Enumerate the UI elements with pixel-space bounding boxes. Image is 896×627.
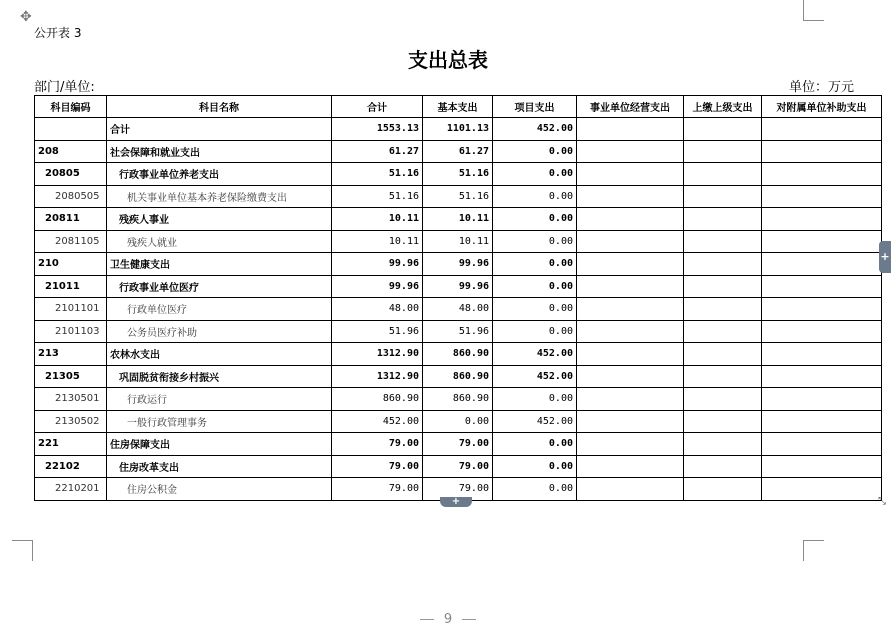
plus-icon[interactable]: +	[879, 241, 891, 273]
table-row	[35, 343, 882, 366]
cell-project: 0.00	[493, 140, 577, 163]
cell-project: 0.00	[493, 208, 577, 231]
col-header-name: 科目名称	[107, 96, 332, 118]
cell-project: 452.00	[493, 410, 577, 433]
cell-code: 2101103	[35, 320, 107, 343]
cell-remit	[684, 185, 762, 208]
cell-basic: 51.16	[423, 163, 493, 186]
table-row	[35, 365, 882, 388]
cell-code: 21305	[35, 365, 107, 388]
cell-total: 1312.90	[332, 343, 423, 366]
table-row	[35, 275, 882, 298]
cell-total: 860.90	[332, 388, 423, 411]
cell-total: 51.16	[332, 163, 423, 186]
crop-mark-bottom-right	[803, 540, 824, 561]
crop-mark-bottom-left	[12, 540, 33, 561]
cell-business	[577, 253, 684, 276]
cell-project: 0.00	[493, 230, 577, 253]
cell-basic: 10.11	[423, 208, 493, 231]
cell-basic: 99.96	[423, 253, 493, 276]
cell-code: 20811	[35, 208, 107, 231]
cell-name: 农林水支出	[107, 343, 332, 366]
cell-project: 0.00	[493, 163, 577, 186]
cell-project: 0.00	[493, 388, 577, 411]
cell-subsidy	[762, 343, 882, 366]
cell-remit	[684, 320, 762, 343]
table-row	[35, 230, 882, 253]
cell-total: 79.00	[332, 455, 423, 478]
cell-remit	[684, 478, 762, 501]
move-icon[interactable]: ✥	[20, 9, 32, 25]
table-row	[35, 320, 882, 343]
unit-label: 单位：万元	[789, 80, 855, 95]
cell-business	[577, 455, 684, 478]
cell-business	[577, 343, 684, 366]
table-row	[35, 410, 882, 433]
cell-project: 0.00	[493, 185, 577, 208]
cell-total: 79.00	[332, 433, 423, 456]
cell-basic: 99.96	[423, 275, 493, 298]
cell-subsidy	[762, 365, 882, 388]
cell-project: 452.00	[493, 118, 577, 141]
cell-subsidy	[762, 275, 882, 298]
cell-subsidy	[762, 410, 882, 433]
cell-basic: 10.11	[423, 230, 493, 253]
cell-basic: 79.00	[423, 433, 493, 456]
cell-name: 行政单位医疗	[107, 298, 332, 321]
cell-total: 10.11	[332, 230, 423, 253]
cell-basic: 61.27	[423, 140, 493, 163]
cell-total: 99.96	[332, 253, 423, 276]
cell-business	[577, 298, 684, 321]
cell-name: 残疾人就业	[107, 230, 332, 253]
col-header-subsidy: 对附属单位补助支出	[762, 96, 882, 118]
cell-code: 2081105	[35, 230, 107, 253]
cell-code: 2130501	[35, 388, 107, 411]
cell-project: 0.00	[493, 455, 577, 478]
cell-total: 1553.13	[332, 118, 423, 141]
cell-basic: 51.96	[423, 320, 493, 343]
cell-name: 卫生健康支出	[107, 253, 332, 276]
cell-subsidy	[762, 230, 882, 253]
cell-subsidy	[762, 298, 882, 321]
cell-subsidy	[762, 208, 882, 231]
cell-total: 79.00	[332, 478, 423, 501]
cell-business	[577, 388, 684, 411]
cell-business	[577, 275, 684, 298]
cell-code: 22102	[35, 455, 107, 478]
page-title: 支出总表	[408, 48, 488, 72]
cell-project: 452.00	[493, 343, 577, 366]
cell-subsidy	[762, 118, 882, 141]
cell-basic: 0.00	[423, 410, 493, 433]
cell-basic: 79.00	[423, 478, 493, 501]
cell-subsidy	[762, 455, 882, 478]
table-label: 公开表 3	[34, 26, 82, 40]
cell-remit	[684, 388, 762, 411]
cell-name: 行政事业单位养老支出	[107, 163, 332, 186]
cell-code: 221	[35, 433, 107, 456]
cell-subsidy	[762, 253, 882, 276]
cell-basic: 51.16	[423, 185, 493, 208]
cell-business	[577, 118, 684, 141]
cell-subsidy	[762, 140, 882, 163]
cell-total: 61.27	[332, 140, 423, 163]
col-header-basic: 基本支出	[423, 96, 493, 118]
crop-mark-top-right	[803, 0, 824, 21]
cell-business	[577, 140, 684, 163]
cell-total: 452.00	[332, 410, 423, 433]
cell-code: 20805	[35, 163, 107, 186]
cell-basic: 860.90	[423, 365, 493, 388]
resize-icon[interactable]: ⤡	[878, 496, 886, 507]
dept-label: 部门/单位:	[34, 80, 95, 95]
cell-code: 2210201	[35, 478, 107, 501]
cell-remit	[684, 163, 762, 186]
cell-basic: 1101.13	[423, 118, 493, 141]
cell-remit	[684, 275, 762, 298]
page-number-text: 9	[443, 612, 453, 627]
cell-name: 合计	[107, 118, 332, 141]
cell-code: 2130502	[35, 410, 107, 433]
cell-remit	[684, 410, 762, 433]
cell-total: 51.96	[332, 320, 423, 343]
table-row	[35, 433, 882, 456]
cell-project: 0.00	[493, 298, 577, 321]
cell-name: 社会保障和就业支出	[107, 140, 332, 163]
cell-code	[35, 118, 107, 141]
cell-total: 10.11	[332, 208, 423, 231]
table-row	[35, 185, 882, 208]
table-header-row	[35, 96, 882, 118]
table-row	[35, 163, 882, 186]
cell-remit	[684, 455, 762, 478]
cell-project: 0.00	[493, 433, 577, 456]
cell-name: 巩固脱贫衔接乡村振兴	[107, 365, 332, 388]
cell-basic: 79.00	[423, 455, 493, 478]
table-row	[35, 455, 882, 478]
cell-code: 208	[35, 140, 107, 163]
cell-code: 213	[35, 343, 107, 366]
table-row	[35, 140, 882, 163]
page-number	[0, 612, 896, 627]
cell-name: 残疾人事业	[107, 208, 332, 231]
cell-code: 2080505	[35, 185, 107, 208]
col-header-project: 项目支出	[493, 96, 577, 118]
cell-project: 0.00	[493, 320, 577, 343]
cell-name: 住房改革支出	[107, 455, 332, 478]
cell-business	[577, 365, 684, 388]
cell-name: 机关事业单位基本养老保险缴费支出	[107, 185, 332, 208]
cell-business	[577, 208, 684, 231]
col-header-remit: 上缴上级支出	[684, 96, 762, 118]
cell-subsidy	[762, 320, 882, 343]
cell-name: 行政运行	[107, 388, 332, 411]
cell-name: 一般行政管理事务	[107, 410, 332, 433]
cell-business	[577, 185, 684, 208]
expenditure-table	[34, 95, 882, 501]
cell-name: 行政事业单位医疗	[107, 275, 332, 298]
cell-subsidy	[762, 163, 882, 186]
cell-total: 99.96	[332, 275, 423, 298]
cell-subsidy	[762, 185, 882, 208]
cell-subsidy	[762, 388, 882, 411]
cell-remit	[684, 118, 762, 141]
cell-project: 0.00	[493, 275, 577, 298]
cell-business	[577, 433, 684, 456]
cell-subsidy	[762, 478, 882, 501]
col-header-business: 事业单位经营支出	[577, 96, 684, 118]
cell-business	[577, 410, 684, 433]
cell-basic: 860.90	[423, 388, 493, 411]
cell-name: 住房公积金	[107, 478, 332, 501]
cell-total: 48.00	[332, 298, 423, 321]
cell-business	[577, 230, 684, 253]
table-row	[35, 298, 882, 321]
cell-basic: 48.00	[423, 298, 493, 321]
cell-remit	[684, 253, 762, 276]
cell-total: 1312.90	[332, 365, 423, 388]
cell-business	[577, 163, 684, 186]
cell-total: 51.16	[332, 185, 423, 208]
cell-code: 210	[35, 253, 107, 276]
table-row	[35, 388, 882, 411]
cell-business	[577, 478, 684, 501]
cell-remit	[684, 433, 762, 456]
cell-code: 21011	[35, 275, 107, 298]
plus-icon[interactable]: +	[440, 497, 472, 507]
cell-name: 公务员医疗补助	[107, 320, 332, 343]
cell-name: 住房保障支出	[107, 433, 332, 456]
cell-basic: 860.90	[423, 343, 493, 366]
cell-remit	[684, 298, 762, 321]
cell-remit	[684, 208, 762, 231]
col-header-total: 合计	[332, 96, 423, 118]
cell-remit	[684, 343, 762, 366]
cell-remit	[684, 230, 762, 253]
cell-project: 0.00	[493, 253, 577, 276]
col-header-code: 科目编码	[35, 96, 107, 118]
table-row	[35, 253, 882, 276]
table-row	[35, 208, 882, 231]
cell-business	[577, 320, 684, 343]
cell-remit	[684, 365, 762, 388]
cell-remit	[684, 140, 762, 163]
cell-project: 0.00	[493, 478, 577, 501]
cell-project: 452.00	[493, 365, 577, 388]
table-row	[35, 118, 882, 141]
cell-code: 2101101	[35, 298, 107, 321]
cell-subsidy	[762, 433, 882, 456]
